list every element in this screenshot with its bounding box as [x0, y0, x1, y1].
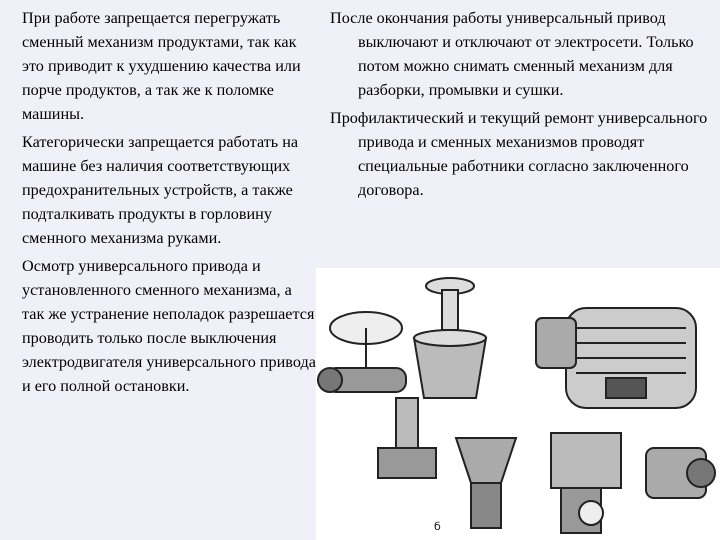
right-paragraph-after-work: После окончания работы универсальный привод выключают и отключают от электросети. Только потом можно снимать сменный механизм для разборки, промывки и сушки.: [330, 9, 694, 99]
lower-motor-shape: [551, 433, 621, 488]
universal-drive-drawing: [316, 268, 720, 540]
illustration-label: б: [434, 520, 441, 533]
grinder-outlet-shape: [318, 368, 342, 392]
right-unit-outlet-shape: [687, 459, 715, 487]
switch-box-shape: [606, 378, 646, 398]
cutter-column-shape: [396, 398, 418, 448]
lower-motor-gauge-shape: [579, 501, 603, 525]
right-paragraph-maintenance: Профилактический и текущий ремонт универсального привода и сменных механизмов проводят специальные работники согласно заключенного договора.: [330, 109, 708, 199]
machine-illustration: [316, 268, 720, 540]
left-paragraph-safety-devices: Категорически запрещается работать на машине без наличия соответствующих предохранительных устройств, а также подталкивать продукты в горловину сменного механизма руками.: [22, 133, 299, 247]
mixer-bowl-rim-shape: [414, 330, 486, 346]
left-text-column: [22, 6, 318, 402]
hopper-body-shape: [471, 483, 501, 528]
left-paragraph-inspection: Осмотр универсального привода и установленного сменного механизма, а так же устранение неполадок разрешается проводить только после выключения электродвигателя универсального привода и его полной остановки.: [22, 257, 316, 395]
left-paragraph-overload: При работе запрещается перегружать сменный механизм продуктами, так как это приводит к ухудшению качества или порче продуктов, а так же к поломке машины.: [22, 9, 301, 123]
right-text-column: [330, 6, 715, 206]
cutter-base-shape: [378, 448, 436, 478]
motor-neck-shape: [536, 318, 576, 368]
mixer-shaft-shape: [442, 290, 458, 330]
hopper-shape: [456, 438, 516, 483]
